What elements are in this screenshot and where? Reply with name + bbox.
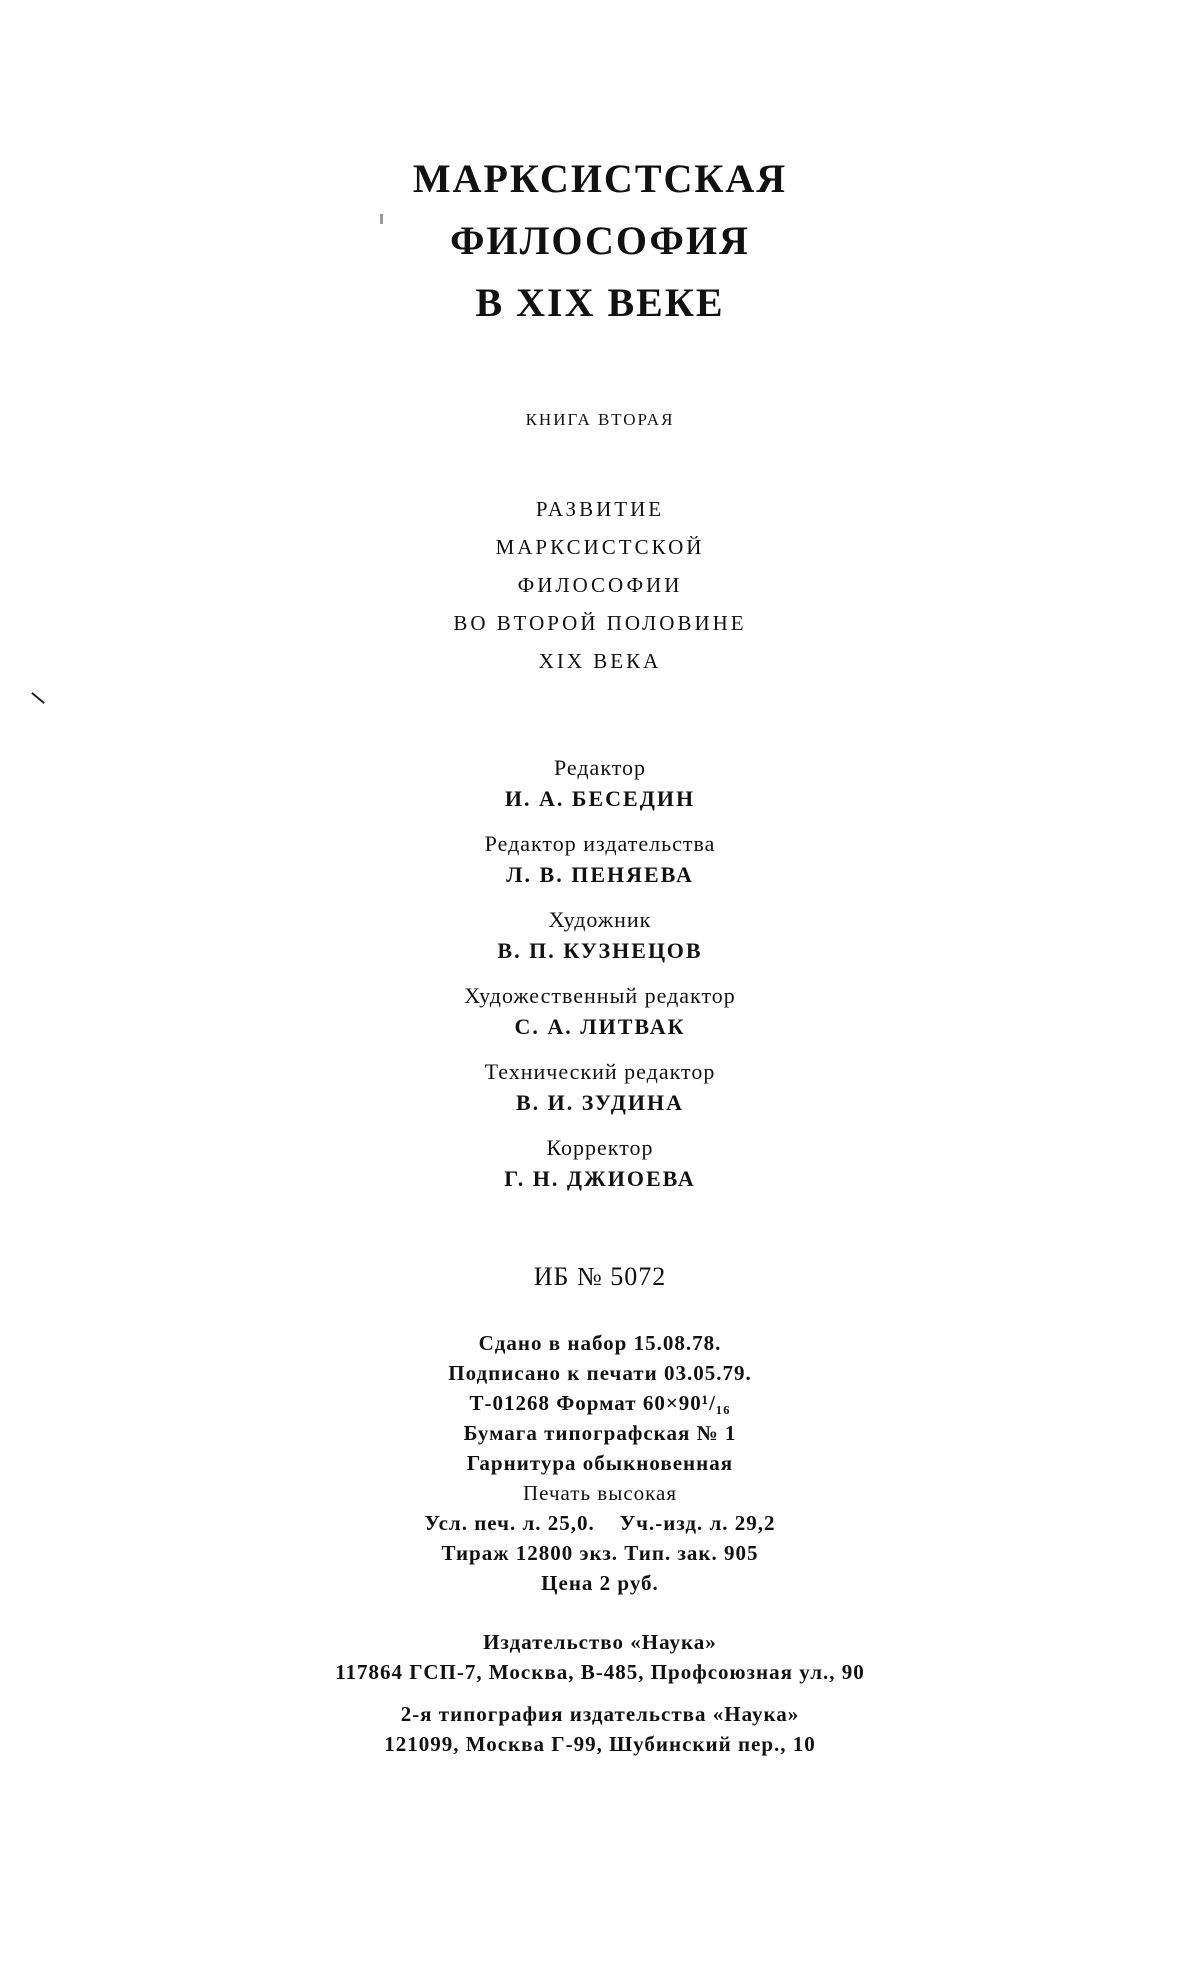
print-line: Т-01268 Формат 60×90¹/₁₆ (469, 1391, 731, 1415)
print-line: Печать высокая (522, 1481, 678, 1505)
print-line: Подписано к печати 03.05.79. (448, 1361, 752, 1385)
print-line: Цена 2 руб. (541, 1571, 659, 1595)
print-line: Усл. печ. л. 25,0. Уч.-изд. л. 29,2 (424, 1511, 776, 1535)
book-subtitle (0, 490, 1200, 680)
title-line: ФИЛОСОФИЯ (450, 218, 750, 263)
credit-role: Редактор издательства (484, 831, 716, 856)
printer-address: 121099, Москва Г-99, Шубинский пер., 10 (384, 1732, 816, 1756)
print-line: Бумага типографская № 1 (463, 1421, 737, 1445)
subtitle-line: МАРКСИСТСКОЙ (495, 535, 705, 559)
credit-artist (0, 905, 1200, 967)
credit-person: С. А. ЛИТВАК (514, 1014, 686, 1039)
book-title (0, 148, 1200, 334)
credit-proofreader (0, 1133, 1200, 1195)
title-line: В XIX ВЕКЕ (475, 280, 725, 325)
credit-person: Г. Н. ДЖИОЕВА (504, 1166, 696, 1191)
ib-number: ИБ № 5072 (533, 1262, 667, 1291)
printer-name: 2-я типография издательства «Наука» (400, 1702, 800, 1726)
publisher-address: 117864 ГСП-7, Москва, В-485, Профсоюзная ул., 90 (335, 1660, 865, 1684)
print-details (0, 1328, 1200, 1598)
credit-role: Корректор (546, 1135, 654, 1160)
credit-person: Л. В. ПЕНЯЕВА (506, 862, 694, 887)
credit-publishing-editor (0, 829, 1200, 891)
scan-mark (31, 692, 45, 704)
credit-person: В. И. ЗУДИНА (515, 1090, 685, 1115)
publisher-block (0, 1627, 1200, 1759)
credit-editor (0, 753, 1200, 815)
credit-person: В. П. КУЗНЕЦОВ (497, 938, 703, 963)
credit-role: Художник (548, 907, 652, 932)
subtitle-line: XIX ВЕКА (538, 649, 662, 673)
book-volume-label: КНИГА ВТОРАЯ (525, 410, 675, 429)
credit-role: Художественный редактор (464, 983, 736, 1008)
credit-role: Редактор (553, 755, 647, 780)
credit-technical-editor (0, 1057, 1200, 1119)
credit-role: Технический редактор (484, 1059, 716, 1084)
credits-list (0, 753, 1200, 1209)
publisher-name: Издательство «Наука» (483, 1630, 717, 1654)
credit-art-editor (0, 981, 1200, 1043)
print-line: Сдано в набор 15.08.78. (478, 1331, 722, 1355)
print-line: Гарнитура обыкновенная (466, 1451, 734, 1475)
credit-person: И. А. БЕСЕДИН (504, 786, 696, 811)
subtitle-line: ФИЛОСОФИИ (517, 573, 683, 597)
subtitle-line: РАЗВИТИЕ (535, 497, 665, 521)
print-line: Тираж 12800 экз. Тип. зак. 905 (441, 1541, 759, 1565)
subtitle-line: ВО ВТОРОЙ ПОЛОВИНЕ (453, 611, 747, 635)
title-line: МАРКСИСТСКАЯ (412, 156, 788, 201)
